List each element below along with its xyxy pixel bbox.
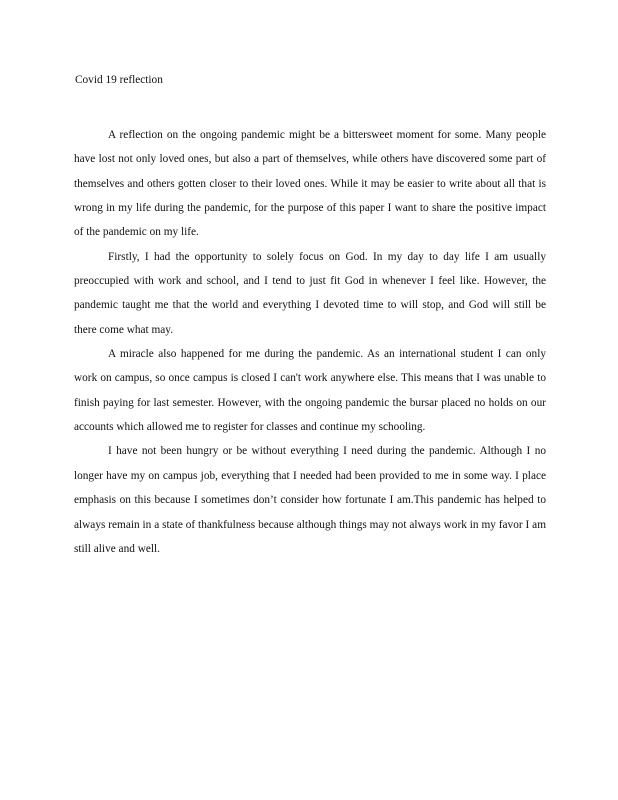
document-title: Covid 19 reflection [75, 74, 163, 86]
paragraph-1: A reflection on the ongoing pandemic might be a bittersweet moment for some. Many people have lost not only loved ones, but also a part of themselves, while others have discovered some part of themselves and others gotten closer to their loved ones. While it may be easier to write about all that is wrong in my life during the pandemic, for the purpose of this paper I want to share the positive impact of the pandemic on my life. [74, 129, 546, 239]
paragraph-2: Firstly, I had the opportunity to solely focus on God. In my day to day life I am usually preoccupied with work and school, and I tend to just fit God in whenever I feel like. However, the pandemic taught me that the world and everything I devoted time to will stop, and God will still be there come what may. [74, 250, 546, 336]
paragraph-4: I have not been hungry or be without everything I need during the pandemic. Although I no longer have my on campus job, everything that I needed had been provided to me in some way. I place emphasis on this because I sometimes don’t consider how fortunate I am.This pandemic has helped to always remain in a state of thankfulness because although things may not always work in my favor I am still alive and well. [74, 445, 546, 555]
document-body [74, 123, 546, 561]
paragraph-3: A miracle also happened for me during the pandemic. As an international student I can only work on campus, so once campus is closed I can't work anywhere else. This means that I was unable to finish paying for last semester. However, with the ongoing pandemic the bursar placed no holds on our accounts which allowed me to register for classes and continue my schooling. [74, 348, 546, 434]
